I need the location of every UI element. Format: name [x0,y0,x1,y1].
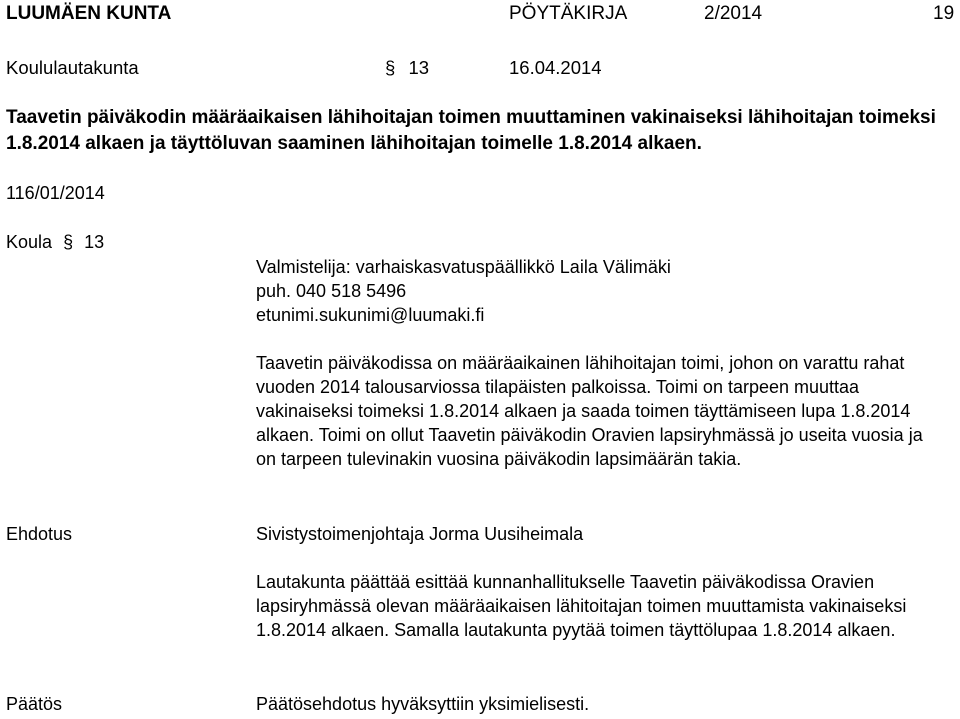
record-number: 116/01/2014 [6,183,105,203]
koula-label: Koula [6,232,53,252]
preparer-line: Valmistelija: varhaiskasvatuspäällikkö Laila Välimäki [256,257,671,277]
preparer-email: etunimi.sukunimi@luumaki.fi [256,305,485,325]
koula-section-sign: § [63,232,74,252]
proposal-label: Ehdotus [6,524,73,544]
proposer-name: Sivistystoimenjohtaja Jorma Uusiheimala [256,524,584,544]
item-title: Taavetin päiväkodin määräaikaisen lähihoitajan toimen muuttaminen vakinaiseksi lähihoitajan toimeksi 1.8.2014 alkaen ja täyttöluvan saaminen lähihoitajan toimelle 1.8.2014 alkaen. [6,107,936,154]
committee-name: Koululautakunta [6,57,139,78]
municipality-name: LUUMÄEN KUNTA [6,3,172,24]
background-paragraph: Taavetin päiväkodissa on määräaikainen lähihoitajan toimi, johon on varattu rahat vuoden 2014 talousarviossa tilapäisten palkoissa. Toimi on tarpeen muuttaa vakinaiseksi toimeksi 1.8.2014 alkaen ja saada toimen täyttämiseen lupa 1.8.2014 alkaen. Toimi on ollut Taavetin päiväkodin Oravien lapsiryhmässä jo useita vuosia ja on tarpeen tulevinakin vuosina päiväkodin lapsimäärän takia. [256,353,923,469]
proposal-paragraph: Lautakunta päättää esittää kunnanhallitukselle Taavetin päiväkodissa Oravien lapsiryhmässä olevan määräaikaisen lähitoitajan toimen muuttamista vakinaiseksi 1.8.2014 alkaen. Samalla lautakunta pyytää toimen täyttölupaa 1.8.2014 alkaen. [256,572,907,640]
meeting-date: 16.04.2014 [509,57,602,78]
document-type: PÖYTÄKIRJA [509,3,628,24]
koula-reference [6,230,104,254]
decision-label: Päätös [6,694,63,714]
decision-text: Päätösehdotus hyväksyttiin yksimielisesti. [256,694,590,714]
page-number: 19 [933,3,955,24]
preparer-phone: puh. 040 518 5496 [256,281,407,301]
section-sign: § [385,57,396,78]
section-reference [385,55,429,81]
document-number: 2/2014 [704,3,763,24]
section-number: 13 [408,57,430,78]
koula-number: 13 [84,232,105,252]
